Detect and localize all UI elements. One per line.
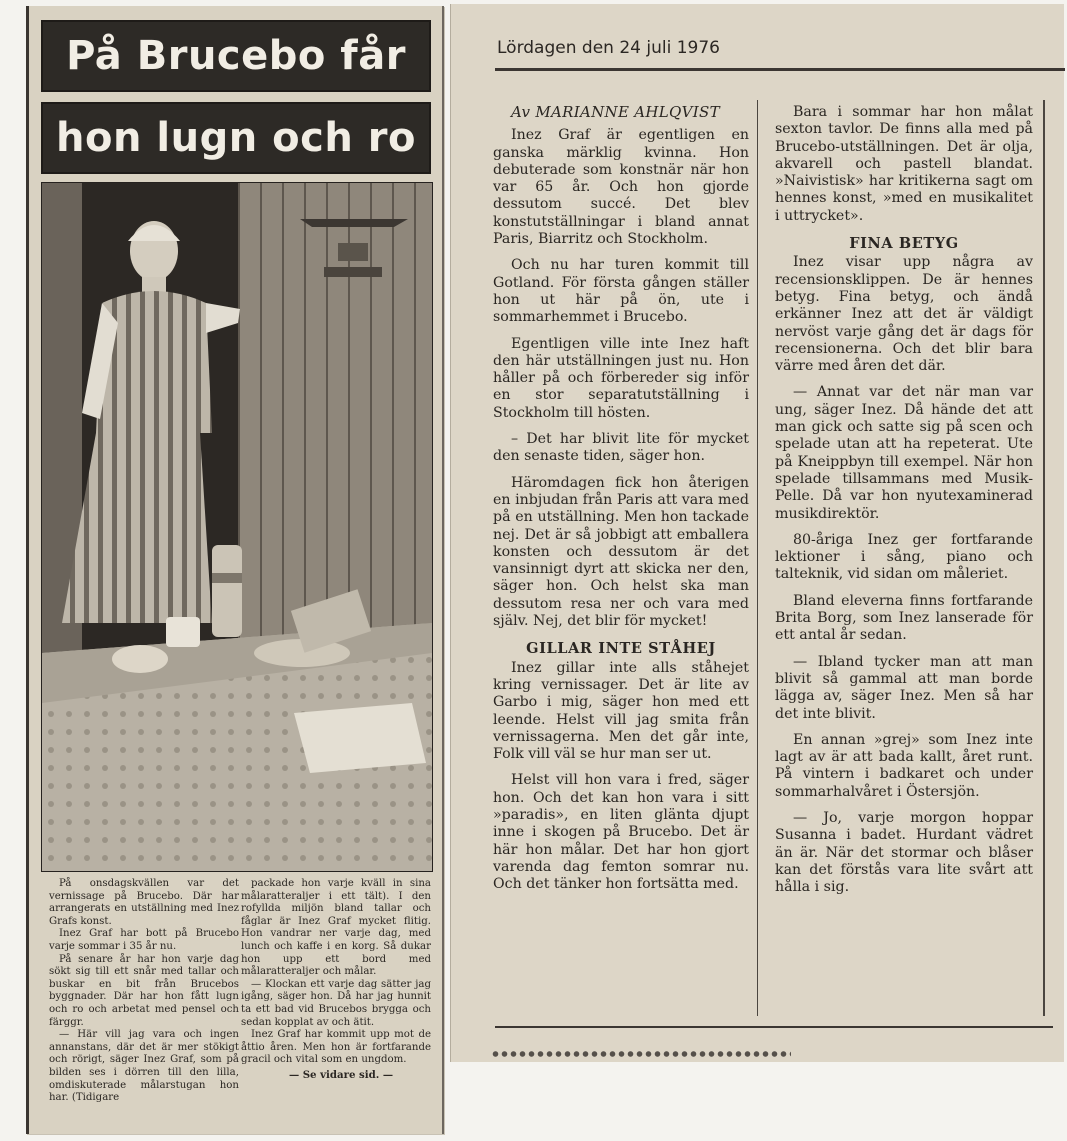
article-paragraph: Egentligen ville inte Inez haft den här utställningen just nu. Hon håller på och förbereder sig inför en stor separatutställning i Stockholm till hösten. [493,335,749,421]
subheading-gillar-inte-stahej: GILLAR INTE STÅHEJ [526,640,716,658]
article-paragraph: Helst vill hon vara i fred, säger hon. Och det kan hon vara i sitt »paradis», en liten glänta djupt inne i skogen på Brucebo. Det är här hon målar. Det har hon gjort varenda dag femton somrar nu. Och det tänker hon fortsätta med. [493,772,749,893]
bottom-rule [495,1026,1053,1028]
article-paragraph: Inez Graf är egentligen en ganska märklig kvinna. Hon debuterade som konstnär när hon var 65 år. Och hon gjorde dessutom succé. Det blev konstutställningar i bland annat Paris, Biarritz och Stockholm. [493,127,749,248]
photo-caption-left-column [49,878,239,1105]
byline: Av MARIANNE AHLQVIST [511,103,720,121]
column-separator [757,100,758,1016]
perforated-edge [491,1048,791,1060]
photo-caption-right-column [241,878,431,1082]
article-paragraph: Bland eleverna finns fortfarande Brita Borg, som Inez lanserade för ett antal år sedan. [775,592,1033,644]
caption-paragraph: På senare år har hon varje dag sökt sig till ett snår med tallar och buskar en bit från Brucebos byggnader. Där har hon fått lugn och ro och arbetat med pensel och färggr. [49,953,239,1028]
photo-woman-at-cabin-door [41,182,433,872]
article-paragraph: — Jo, varje morgon hoppar Susanna i badet. Hurdant vädret än är. När det stormar och blåser kan det förstås vara lite svårt att hålla i sig. [775,809,1033,896]
article-paragraph: Och nu har turen kommit till Gotland. För första gången ställer hon ut här på ön, ute i sommarhemmet i Brucebo. [493,257,749,326]
headline-line-2: hon lugn och ro [41,102,431,174]
caption-paragraph: På onsdagskvällen var det vernissage på Brucebo. Där har arrangerats en utställning med Inez Grafs konst. [49,878,239,927]
article-column-1 [493,104,749,902]
article-paragraph: Inez visar upp några av recensionsklippen. De är hennes betyg. Fina betyg, och ändå erkänner Inez att det är väldigt nervöst varje gång det är dags för recensionerna. Och det blir bara värre med åren det där. [775,254,1033,375]
continued-note: — Se vidare sid. — [288,1068,394,1081]
article-paragraph: — Ibland tycker man att man blivit så gammal att man borde lägga av, säger Inez. Men så har det inte blivit. [775,653,1033,722]
caption-paragraph: — Här vill jag vara och ingen annanstans, där det är mer stökigt och rörigt, säger Inez Graf, som på bilden ses i dörren till den lilla, omdiskuterade målarstugan hon har. (Tidigare [49,1029,239,1104]
article-paragraph: 80-åriga Inez ger fortfarande lektioner i sång, piano och talteknik, vid sidan om måleriet. [775,531,1033,583]
caption-paragraph: Inez Graf har bott på Brucebo varje sommar i 35 år nu. [49,928,239,952]
caption-paragraph: packade hon varje kväll in sina målaratteraljer i ett tält). I den rofyllda miljön bland tallar och fåglar är Inez Graf mycket flitig. Hon vandrar ner varje dag, med lunch och kaffe i en korg. Så dukar hon upp ett bord med målaratteraljer och målar. [241,878,431,978]
article-paragraph: Inez gillar inte alls ståhejet kring vernissager. Det är lite av Garbo i mig, säger hon med ett leende. Helst vill jag smita från vernissagerna. Men det går inte, Folk vill väl se hur man ser ut. [493,659,749,763]
article-paragraph: — Annat var det när man var ung, säger Inez. Då hände det att man gick och satte sig på scen och spelade utan att ha repeterat. Ute på Kneippbyn till exempel. När hon spelade tillsammans med Musik-Pelle. Då var hon nyutexaminerad musikdirektör. [775,384,1033,522]
dateline: Lördagen den 24 juli 1976 [497,38,720,58]
left-newspaper-clipping [26,6,444,1134]
headline-line-1: På Brucebo får [41,20,431,92]
article-paragraph: Bara i sommar har hon målat sexton tavlor. De finns alla med på Brucebo-utställningen. Det är olja, akvarell och pastell blandat. »Naivistisk» har kritikerna sagt om hennes konst, »med en musikalitet i uttrycket». [775,104,1033,224]
right-column-border [1043,100,1045,1016]
photo-illustration [42,183,432,871]
article-column-2 [775,104,1033,905]
caption-paragraph: — Klockan ett varje dag sätter jag igång, säger hon. Då har jag hunnit ta ett bad vid Brucebos brygga och sedan kopplat av och ätit. [241,978,431,1028]
article-paragraph: Häromdagen fick hon återigen en inbjudan från Paris att vara med på en utställning. Men hon tackade nej. Det är så jobbigt att emballera konsten och dessutom är det vansinnigt dyrt att skicka ner den, säger hon. Och helst ska man dessutom resa ner och vara med själv. Nej, det blir för mycket! [493,474,749,630]
article-paragraph: – Det har blivit lite för mycket den senaste tiden, säger hon. [493,431,749,465]
subheading-fina-betyg: FINA BETYG [849,235,959,253]
caption-paragraph: Inez Graf har kommit upp mot de åttio åren. Men hon är fortfarande gracil och vital som en ungdom. [241,1029,431,1066]
top-rule [495,68,1065,71]
article-paragraph: En annan »grej» som Inez inte lagt av är att bada kallt, året runt. På vintern i badkaret och under sommarhalvåret i Östersjön. [775,731,1033,800]
right-newspaper-clipping [450,4,1064,1062]
